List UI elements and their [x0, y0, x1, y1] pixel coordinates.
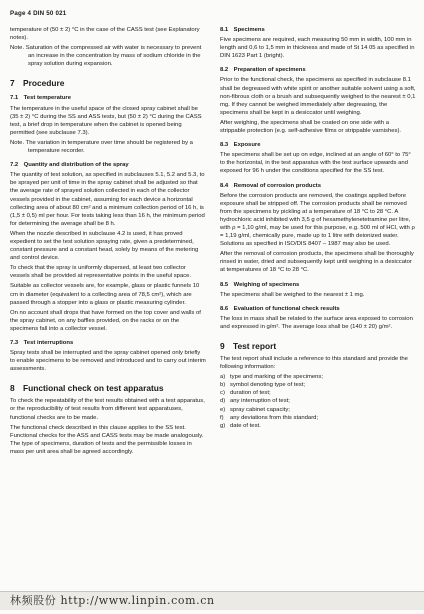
list-marker: d) — [220, 398, 226, 405]
list-marker: e) — [220, 406, 226, 413]
list-item — [220, 389, 416, 397]
subsection-number: 8.1 — [220, 27, 229, 33]
left-column — [10, 26, 206, 458]
subsection-title: Evaluation of functional check results — [233, 305, 340, 312]
list-item-text: any deviations from this standard; — [230, 414, 319, 421]
paragraph: After weighing, the specimens shall be coated on one side with a strippable protection (e.g. self-adhesive films or strippable varnishes). — [220, 119, 402, 135]
list-item — [220, 406, 416, 414]
paragraph: After the removal of corrosion products, the specimens shall be thoroughly rinsed in water, dried and subsequently kept until weighing in a desiccator at temperatures of 18 °C to 28 °C. — [220, 251, 414, 274]
page-header: Page 4 DIN 50 021 — [10, 10, 67, 17]
list-item — [220, 414, 416, 422]
intro-note — [10, 44, 206, 68]
list-marker: b) — [220, 382, 226, 389]
paragraph: To check the repeatability of the test results obtained with a test apparatus, or the reproducibility of test results from different test apparatuses, functional checks are to be made. — [10, 398, 205, 421]
subsection-number: 7.3 — [10, 340, 19, 346]
subsection-number: 8.5 — [220, 281, 229, 288]
paragraph: The test report shall include a reference to this standard and provide the following information: — [220, 356, 408, 371]
paragraph: The specimens shall be weighed to the nearest ± 1 mg. — [220, 291, 365, 298]
note — [10, 139, 206, 155]
paragraph: The quantity of test solution, as specified in subclauses 5.1, 5.2 and 5.3, to be sprayed per unit of time in the spray cabinet shall be adjusted so that the average rate of sprayed solution collected in each of the collector vessels provided in the cabinet, assuming for each device a horizontal collecting area of about 80 cm² and a minimum collection period of 16 h, is (1,5 ± 0,5) ml per hour. For tests taking less than 16 h, the minimum period for determining the average shall be 8 h. — [10, 172, 205, 227]
subsection-title: Preparation of specimens — [233, 67, 306, 74]
subsection-heading — [10, 339, 206, 347]
note-text: Saturation of the compressed air with water is necessary to prevent an increase in the concentration by mass of sodium chloride in the spray solution during expansion. — [25, 45, 202, 68]
subsection-heading — [10, 161, 206, 169]
note-text: The variation in temperature over time should be registered by a temperature recorder. — [25, 139, 193, 155]
list-marker: f) — [220, 414, 224, 421]
report-items-list — [220, 373, 416, 430]
subsection-heading — [220, 182, 416, 190]
paragraph: The functional check described in this clause applies to the SS test. Functional checks for the ASS and CASS tests may be made analogously. The type of specimens, duration of tests and the permissible losses in mass per unit area shall be agreed accordingly. — [10, 424, 204, 455]
subsection-title: Weighing of specimens — [233, 281, 300, 288]
subsection-heading — [220, 26, 416, 34]
list-item-text: any interruption of test; — [230, 398, 290, 405]
watermark-footer: 林频股份 http://www.linpin.com.cn — [0, 591, 424, 610]
section-heading — [220, 341, 416, 351]
subsection-number: 8.4 — [220, 182, 229, 189]
subsection-heading — [220, 66, 416, 74]
intro-paragraph: temperature of (50 ± 2) °C in the case of the CASS test (see Explanatory notes). — [10, 27, 200, 42]
list-item-text: date of test. — [230, 422, 261, 429]
list-item-text: type and marking of the specimens; — [230, 374, 323, 381]
right-column — [220, 26, 416, 430]
subsection-number: 7.2 — [10, 162, 19, 169]
list-item-text: symbol denoting type of test; — [230, 382, 305, 389]
subsection-number: 7.1 — [10, 95, 19, 102]
note-label: Note. — [10, 45, 25, 52]
section-title: Procedure — [23, 78, 65, 89]
subsection-number: 8.2 — [220, 67, 229, 74]
paragraph: Suitable as collector vessels are, for example, glass or plastic funnels 10 cm in diameter (equivalent to a collecting area of 78,5 cm²), which are passed through a stopper into a glass or plastic measuring cylinder. — [10, 283, 200, 306]
paragraph: The temperature in the useful space of the closed spray cabinet shall be (35 ± 2) °C during the SS and ASS tests, but (50 ± 2) °C during the CASS test, a brief drop in temperature when the cabinet is opened being permitted (see subclause 7.3). — [10, 105, 202, 136]
subsection-title: Specimens — [233, 27, 265, 33]
subsection-heading — [220, 305, 416, 313]
paragraph: Spray tests shall be interrupted and the spray cabinet opened only briefly to enable specimens to be removed and introduced and to carry out interim assessments. — [10, 350, 206, 373]
subsection-number: 8.6 — [220, 305, 229, 312]
subsection-heading — [220, 141, 416, 149]
section-heading — [10, 78, 206, 88]
subsection-title: Exposure — [233, 142, 261, 149]
section-title: Functional check on test apparatus — [23, 383, 164, 394]
paragraph: The loss in mass shall be related to the surface area exposed to corrosion and expressed in g/m². The average loss shall be (140 ± 20) g/m². — [220, 315, 413, 330]
paragraph: To check that the spray is uniformly dispersed, at least two collector vessels shall be provided at representative points in the useful space. — [10, 265, 192, 280]
section-title: Test report — [233, 341, 277, 351]
subsection-number: 8.3 — [220, 142, 229, 149]
subsection-heading — [10, 94, 206, 102]
paragraph: Five specimens are required, each measuring 50 mm in width, 100 mm in length and 0,6 to 1,5 mm in thickness and made of St 14 05 as specified in DIN 1623 Part 1 (bright). — [220, 37, 415, 60]
list-item-text: duration of test; — [230, 390, 271, 397]
note-label: Note. — [10, 139, 25, 146]
list-item — [220, 422, 416, 430]
paragraph: Before the corrosion products are removed, the coatings applied before exposure shall be stripped off. The corrosion products shall be removed from the specimens by pickling at a temperature of 18 °C to 28 °C. A hydrochloric acid inhibited with 3,5 g of hexamethylenetetramine per litre, with ρ = 1,10 g/ml, may be used for this purpose, e.g. 500 ml of HCl, with ρ = 1,19 g/ml, chemically pure, made up to 1 litre with deionized water. Solutions as specified in ISO/DIS 8407 – 1987 may also be used. — [220, 192, 415, 248]
section-number: 7 — [10, 78, 15, 89]
list-marker: a) — [220, 374, 226, 381]
list-marker: c) — [220, 390, 225, 397]
list-item — [220, 397, 416, 405]
section-number: 9 — [220, 341, 225, 351]
subsection-title: Test temperature — [23, 95, 71, 102]
paragraph: On no account shall drops that have formed on the top cover and walls of the spray cabinet, on any baffles provided, on the racks or on the specimens fall into a collector vessel. — [10, 309, 201, 332]
paragraph: When the nozzle described in subclause 4.2 is used, it has proved expedient to set the test solution spraying rate, given a predetermined, constant pressure and a constant head, solely by means of the metering and control device. — [10, 230, 199, 262]
subsection-title: Test interruptions — [23, 340, 74, 346]
paragraph: The specimens shall be set up on edge, inclined at an angle of 60° to 75° to the horizontal, in the test apparatus with the test surface upwards and exposed for 96 h under the conditions specified for the SS test. — [220, 152, 411, 175]
section-number: 8 — [10, 383, 15, 394]
paragraph: Prior to the functional check, the specimens as specified in subclause 8.1 shall be degreased with white spirit or another suitable solvent using a soft, non-fibrous cloth or a brush and subsequently weighed to the nearest ± 0,1 mg. If they cannot be weighed immediately after degreasing, the specimens shall be kept in a desiccator until weighing. — [220, 77, 416, 116]
section-heading — [10, 383, 206, 393]
list-item-text: spray cabinet capacity; — [230, 406, 290, 413]
subsection-title: Removal of corrosion products — [233, 182, 322, 189]
list-marker: g) — [220, 422, 226, 429]
subsection-heading — [220, 281, 416, 289]
list-item — [220, 373, 416, 381]
list-item — [220, 381, 416, 389]
subsection-title: Quantity and distribution of the spray — [23, 162, 129, 169]
